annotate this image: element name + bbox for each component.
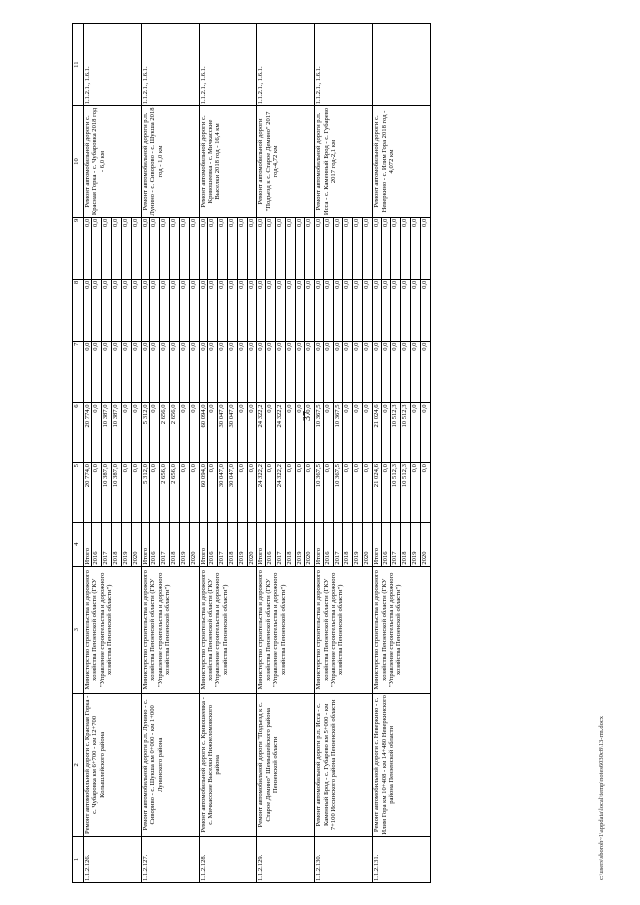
municipal-amount-cell: 0,0 (122, 279, 132, 341)
municipal-amount-cell: 0,0 (102, 279, 112, 341)
municipal-amount-cell: 0,0 (169, 279, 179, 341)
total-amount-cell: 10 387,0 (112, 463, 122, 523)
indicator-ref-cell (373, 24, 431, 106)
activity-name-cell: Ремонт автомобильной дороги с. Кривошеевка - с. Мичкасские Выселки Нижнеломовского района (199, 693, 257, 836)
total-amount-cell: 0,0 (92, 463, 102, 523)
year-cell: 2017 (160, 522, 170, 566)
header-cell: 8 (73, 279, 84, 341)
row-number-cell: 1.1.2.128. (199, 836, 257, 882)
other-amount-cell: 0,0 (315, 217, 323, 279)
year-cell: 2017 (275, 522, 285, 566)
row-number-cell: 1.1.2.129. (257, 836, 315, 882)
federal-amount-cell: 0,0 (208, 341, 218, 403)
municipal-amount-cell: 0,0 (401, 279, 411, 341)
municipal-amount-cell: 0,0 (265, 279, 275, 341)
total-amount-cell: 0,0 (208, 463, 218, 523)
total-amount-cell: 0,0 (421, 463, 431, 523)
result-cell: Ремонт автомобильной дороги р.п. Лунино - с. Сиворово - с. Шукша 2018 год - 1,0 км (141, 106, 199, 217)
regional-amount-cell: 10 367,5 (315, 403, 323, 463)
regional-amount-cell: 20 774,0 (84, 403, 92, 463)
other-amount-cell: 0,0 (179, 217, 189, 279)
federal-amount-cell: 0,0 (295, 341, 305, 403)
year-cell: 2016 (265, 522, 275, 566)
federal-amount-cell: 0,0 (285, 341, 295, 403)
year-cell: 2016 (381, 522, 391, 566)
other-amount-cell: 0,0 (199, 217, 207, 279)
other-amount-cell: 0,0 (373, 217, 381, 279)
municipal-amount-cell: 0,0 (275, 279, 285, 341)
regional-amount-cell: 0,0 (381, 403, 391, 463)
federal-amount-cell: 0,0 (199, 341, 207, 403)
municipal-amount-cell: 0,0 (160, 279, 170, 341)
header-cell: 1 (73, 836, 84, 882)
municipal-amount-cell: 0,0 (391, 279, 401, 341)
result-cell: Ремонт автомобильной дороги р.п. Исса - с. Каменный Брод - с. Губарево 2017 год-2,1 км (315, 106, 373, 217)
header-cell: 9 (73, 217, 84, 279)
table-body (84, 24, 431, 883)
federal-amount-cell: 0,0 (323, 341, 333, 403)
regional-amount-cell: 60 094,0 (199, 403, 207, 463)
federal-amount-cell: 0,0 (401, 341, 411, 403)
rotated-table-container (72, 23, 592, 883)
regional-amount-cell: 0,0 (247, 403, 257, 463)
municipal-amount-cell: 0,0 (208, 279, 218, 341)
other-amount-cell: 0,0 (305, 217, 315, 279)
federal-amount-cell: 0,0 (160, 341, 170, 403)
total-amount-cell: 0,0 (189, 463, 199, 523)
total-amount-cell: 0,0 (381, 463, 391, 523)
federal-amount-cell: 0,0 (353, 341, 363, 403)
regional-amount-cell: 10 387,0 (102, 403, 112, 463)
federal-amount-cell: 0,0 (315, 341, 323, 403)
year-cell: 2016 (323, 522, 333, 566)
municipal-amount-cell: 0,0 (323, 279, 333, 341)
federal-amount-cell: 0,0 (265, 341, 275, 403)
total-amount-cell: 30 047,0 (227, 463, 237, 523)
executor-cell: Министерство строительства и дорожного хозяйства Пензенской области (ГКУ "Управление строительства и дорожного хозяйства Пензенской области") (199, 566, 257, 693)
year-cell: Итого (315, 522, 323, 566)
regional-amount-cell: 0,0 (353, 403, 363, 463)
year-cell: 2020 (247, 522, 257, 566)
other-amount-cell: 0,0 (84, 217, 92, 279)
federal-amount-cell: 0,0 (381, 341, 391, 403)
other-amount-cell: 0,0 (421, 217, 431, 279)
year-cell: 2016 (150, 522, 160, 566)
other-amount-cell: 0,0 (131, 217, 141, 279)
other-amount-cell: 0,0 (227, 217, 237, 279)
total-amount-cell: 0,0 (237, 463, 247, 523)
year-cell: 2018 (285, 522, 295, 566)
municipal-amount-cell: 0,0 (131, 279, 141, 341)
municipal-amount-cell: 0,0 (363, 279, 373, 341)
regional-amount-cell: 5 312,0 (141, 403, 149, 463)
year-cell: 2017 (217, 522, 227, 566)
federal-amount-cell: 0,0 (411, 341, 421, 403)
year-cell: 2019 (179, 522, 189, 566)
regional-amount-cell: 0,0 (421, 403, 431, 463)
year-cell: 2018 (343, 522, 353, 566)
header-row (73, 24, 84, 883)
total-amount-cell: 10 512,3 (391, 463, 401, 523)
year-cell: Итого (199, 522, 207, 566)
regional-amount-cell: 0,0 (189, 403, 199, 463)
other-amount-cell: 0,0 (333, 217, 343, 279)
regional-amount-cell: 0,0 (92, 403, 102, 463)
other-amount-cell: 0,0 (141, 217, 149, 279)
indicator-ref-cell: 1.1.2.1., 1.6.1. (315, 24, 373, 106)
total-amount-cell: 0,0 (265, 463, 275, 523)
total-amount-cell: 0,0 (323, 463, 333, 523)
regional-amount-cell: 2 656,0 (169, 403, 179, 463)
header-cell: 2 (73, 693, 84, 836)
year-cell: 2020 (305, 522, 315, 566)
total-amount-cell: 10 512,3 (401, 463, 411, 523)
federal-amount-cell: 0,0 (131, 341, 141, 403)
federal-amount-cell: 0,0 (227, 341, 237, 403)
total-amount-cell: 24 322,2 (275, 463, 285, 523)
federal-amount-cell: 0,0 (150, 341, 160, 403)
row-number-cell: 1.1.2.131. (373, 836, 431, 882)
year-cell: 2018 (227, 522, 237, 566)
year-cell: 2017 (333, 522, 343, 566)
other-amount-cell: 0,0 (363, 217, 373, 279)
municipal-amount-cell: 0,0 (315, 279, 323, 341)
other-amount-cell: 0,0 (247, 217, 257, 279)
result-cell: Ремонт автомобильной дороги с. Кривошеевка - с. Мичкасские Выселки 2018 год - 16,4 км (199, 106, 257, 217)
federal-amount-cell: 0,0 (169, 341, 179, 403)
federal-amount-cell: 0,0 (363, 341, 373, 403)
other-amount-cell: 0,0 (265, 217, 275, 279)
total-amount-cell: 0,0 (305, 463, 315, 523)
other-amount-cell: 0,0 (257, 217, 265, 279)
year-cell: Итого (141, 522, 149, 566)
total-amount-cell: 10 367,5 (315, 463, 323, 523)
federal-amount-cell: 0,0 (275, 341, 285, 403)
federal-amount-cell: 0,0 (421, 341, 431, 403)
regional-amount-cell: 0,0 (411, 403, 421, 463)
regional-amount-cell: 0,0 (265, 403, 275, 463)
total-amount-cell: 0,0 (179, 463, 189, 523)
total-amount-cell: 0,0 (150, 463, 160, 523)
row-number-cell: 1.1.2.127. (141, 836, 199, 882)
municipal-amount-cell: 0,0 (257, 279, 265, 341)
total-amount-cell: 24 322,2 (257, 463, 265, 523)
municipal-amount-cell: 0,0 (247, 279, 257, 341)
federal-amount-cell: 0,0 (247, 341, 257, 403)
other-amount-cell: 0,0 (150, 217, 160, 279)
federal-amount-cell: 0,0 (112, 341, 122, 403)
other-amount-cell: 0,0 (189, 217, 199, 279)
regional-amount-cell: 0,0 (343, 403, 353, 463)
municipal-amount-cell: 0,0 (421, 279, 431, 341)
regional-amount-cell: 0,0 (150, 403, 160, 463)
regional-amount-cell: 24 322,2 (275, 403, 285, 463)
total-amount-cell: 0,0 (363, 463, 373, 523)
other-amount-cell: 0,0 (112, 217, 122, 279)
year-cell: 2019 (353, 522, 363, 566)
table-row (315, 24, 323, 883)
result-cell: Ремонт автомобильной дороги с. Красная Горка - с. Чубаровка 2018 год - 6,0 км (84, 106, 142, 217)
table-row (257, 24, 265, 883)
regional-amount-cell: 0,0 (237, 403, 247, 463)
year-cell: Итого (257, 522, 265, 566)
executor-cell: Министерство строительства и дорожного хозяйства Пензенской области (ГКУ "Управление строительства и дорожного хозяйства Пензенской области") (373, 566, 431, 693)
header-cell: 6 (73, 403, 84, 463)
year-cell: 2020 (363, 522, 373, 566)
municipal-amount-cell: 0,0 (381, 279, 391, 341)
total-amount-cell: 0,0 (247, 463, 257, 523)
federal-amount-cell: 0,0 (343, 341, 353, 403)
file-path-footer: c:\users\sboroh~1\appdata\local\temp\notes6030c8\13-rm.docx (598, 716, 605, 880)
total-amount-cell: 0,0 (122, 463, 132, 523)
year-cell: Итого (373, 522, 381, 566)
other-amount-cell: 0,0 (401, 217, 411, 279)
regional-amount-cell: 21 024,6 (373, 403, 381, 463)
header-cell: 7 (73, 341, 84, 403)
other-amount-cell: 0,0 (323, 217, 333, 279)
header-cell: 11 (73, 24, 84, 106)
page-number: 37 (302, 411, 313, 421)
federal-amount-cell: 0,0 (217, 341, 227, 403)
executor-cell: Министерство строительства и дорожного хозяйства Пензенской области (ГКУ "Управление строительства и дорожного хозяйства Пензенской области") (141, 566, 199, 693)
regional-amount-cell: 30 047,0 (217, 403, 227, 463)
municipal-amount-cell: 0,0 (285, 279, 295, 341)
activity-name-cell: Ремонт автомобильной дороги с. Красная Горка - с. Чубаровка км 6+700 - км 12+700 Колышлейского района (84, 693, 142, 836)
result-cell: Ремонт автомобильной дороги с. Неверкино - с. Илим Гора 2018 год - 4,072 км (373, 106, 431, 217)
executor-cell: Министерство строительства и дорожного хозяйства Пензенской области (ГКУ "Управление строительства и дорожного хозяйства Пензенской области") (84, 566, 142, 693)
activity-name-cell: Ремонт автомобильной дороги р.п. Лунино - с. Сивориво - с. Шукша км 0+000 - км 1+000 Лунинского района (141, 693, 199, 836)
activity-name-cell: Ремонт автомобильной дороги "Подъезд к с. Старое Демино" Шемышейского района Пензенской области (257, 693, 315, 836)
year-cell: 2018 (112, 522, 122, 566)
federal-amount-cell: 0,0 (84, 341, 92, 403)
row-number-cell: 1.1.2.126. (84, 836, 142, 882)
regional-amount-cell: 0,0 (295, 403, 305, 463)
total-amount-cell: 10 367,5 (333, 463, 343, 523)
year-cell: 2019 (411, 522, 421, 566)
other-amount-cell: 0,0 (411, 217, 421, 279)
total-amount-cell: 0,0 (131, 463, 141, 523)
table-row (141, 24, 149, 883)
year-cell: 2016 (92, 522, 102, 566)
regional-amount-cell: 0,0 (323, 403, 333, 463)
year-cell: 2019 (295, 522, 305, 566)
indicator-ref-cell: 1.1.2.1., 1.6.1. (199, 24, 257, 106)
other-amount-cell: 0,0 (285, 217, 295, 279)
federal-amount-cell: 0,0 (179, 341, 189, 403)
year-cell: 2017 (102, 522, 112, 566)
regional-amount-cell: 0,0 (131, 403, 141, 463)
federal-amount-cell: 0,0 (189, 341, 199, 403)
activity-name-cell: Ремонт автомобильной дороги с. Неверкино - с. Илим Гора км 10+408 - км 14+480 Неверкинского района Пензенской области (373, 693, 431, 836)
executor-cell: Министерство строительства и дорожного хозяйства Пензенской области (ГКУ "Управление строительства и дорожного хозяйства Пензенской области") (257, 566, 315, 693)
total-amount-cell: 5 312,0 (141, 463, 149, 523)
federal-amount-cell: 0,0 (305, 341, 315, 403)
municipal-amount-cell: 0,0 (92, 279, 102, 341)
municipal-amount-cell: 0,0 (237, 279, 247, 341)
other-amount-cell: 0,0 (237, 217, 247, 279)
federal-amount-cell: 0,0 (92, 341, 102, 403)
total-amount-cell: 2 656,0 (160, 463, 170, 523)
indicator-ref-cell: 1.1.2.1., 1.6.1. (84, 24, 142, 106)
other-amount-cell: 0,0 (102, 217, 112, 279)
municipal-amount-cell: 0,0 (353, 279, 363, 341)
table-row (199, 24, 207, 883)
year-cell: 2018 (169, 522, 179, 566)
federal-amount-cell: 0,0 (122, 341, 132, 403)
regional-amount-cell: 0,0 (305, 403, 315, 463)
header-cell: 5 (73, 463, 84, 523)
year-cell: 2017 (391, 522, 401, 566)
municipal-amount-cell: 0,0 (411, 279, 421, 341)
federal-amount-cell: 0,0 (373, 341, 381, 403)
year-cell: Итого (84, 522, 92, 566)
header-cell: 4 (73, 522, 84, 566)
year-cell: 2020 (189, 522, 199, 566)
regional-amount-cell: 10 367,5 (333, 403, 343, 463)
regional-amount-cell: 10 512,3 (401, 403, 411, 463)
total-amount-cell: 10 387,0 (102, 463, 112, 523)
municipal-amount-cell: 0,0 (189, 279, 199, 341)
year-cell: 2020 (421, 522, 431, 566)
regional-amount-cell: 0,0 (179, 403, 189, 463)
other-amount-cell: 0,0 (275, 217, 285, 279)
other-amount-cell: 0,0 (169, 217, 179, 279)
municipal-amount-cell: 0,0 (295, 279, 305, 341)
total-amount-cell: 20 774,0 (84, 463, 92, 523)
row-number-cell: 1.1.2.130. (315, 836, 373, 882)
regional-amount-cell: 0,0 (363, 403, 373, 463)
regional-amount-cell: 30 047,0 (227, 403, 237, 463)
municipal-amount-cell: 0,0 (305, 279, 315, 341)
regional-amount-cell: 0,0 (122, 403, 132, 463)
other-amount-cell: 0,0 (122, 217, 132, 279)
regional-amount-cell: 10 512,3 (391, 403, 401, 463)
regional-amount-cell: 24 322,2 (257, 403, 265, 463)
municipal-amount-cell: 0,0 (217, 279, 227, 341)
total-amount-cell: 30 047,0 (217, 463, 227, 523)
other-amount-cell: 0,0 (217, 217, 227, 279)
table-row (373, 24, 381, 883)
year-cell: 2019 (237, 522, 247, 566)
indicator-ref-cell: 1.1.2.1., 1.6.1. (141, 24, 199, 106)
year-cell: 2020 (131, 522, 141, 566)
executor-cell: Министерство строительства и дорожного хозяйства Пензенской области (ГКУ "Управление строительства и дорожного хозяйства Пензенской области") (315, 566, 373, 693)
municipal-amount-cell: 0,0 (373, 279, 381, 341)
regional-amount-cell: 10 387,0 (112, 403, 122, 463)
total-amount-cell: 0,0 (295, 463, 305, 523)
other-amount-cell: 0,0 (381, 217, 391, 279)
table-row (84, 24, 92, 883)
other-amount-cell: 0,0 (295, 217, 305, 279)
indicator-ref-cell: 1.1.2.1., 1.6.1. (257, 24, 315, 106)
total-amount-cell: 21 024,6 (373, 463, 381, 523)
other-amount-cell: 0,0 (208, 217, 218, 279)
municipal-amount-cell: 0,0 (179, 279, 189, 341)
municipal-amount-cell: 0,0 (199, 279, 207, 341)
federal-amount-cell: 0,0 (237, 341, 247, 403)
regional-amount-cell: 2 656,0 (160, 403, 170, 463)
municipal-amount-cell: 0,0 (343, 279, 353, 341)
total-amount-cell: 0,0 (353, 463, 363, 523)
federal-amount-cell: 0,0 (257, 341, 265, 403)
year-cell: 2019 (122, 522, 132, 566)
total-amount-cell: 2 656,0 (169, 463, 179, 523)
other-amount-cell: 0,0 (92, 217, 102, 279)
result-cell: Ремонт автомобильной дороги "Подъезд к с. Старое Демино" 2017 год-4,72 км (257, 106, 315, 217)
municipal-amount-cell: 0,0 (227, 279, 237, 341)
total-amount-cell: 60 094,0 (199, 463, 207, 523)
other-amount-cell: 0,0 (343, 217, 353, 279)
program-table (72, 23, 431, 883)
federal-amount-cell: 0,0 (102, 341, 112, 403)
municipal-amount-cell: 0,0 (112, 279, 122, 341)
federal-amount-cell: 0,0 (141, 341, 149, 403)
other-amount-cell: 0,0 (160, 217, 170, 279)
municipal-amount-cell: 0,0 (84, 279, 92, 341)
municipal-amount-cell: 0,0 (141, 279, 149, 341)
total-amount-cell: 0,0 (343, 463, 353, 523)
federal-amount-cell: 0,0 (333, 341, 343, 403)
total-amount-cell: 0,0 (411, 463, 421, 523)
regional-amount-cell: 0,0 (285, 403, 295, 463)
federal-amount-cell: 0,0 (391, 341, 401, 403)
total-amount-cell: 0,0 (285, 463, 295, 523)
activity-name-cell: Ремонт автомобильной дороги р.п. Исса - с. Каменный Брод - с. Губарево км 5+000 - км 7+100 Иссинского района Пензенской области (315, 693, 373, 836)
year-cell: 2016 (208, 522, 218, 566)
other-amount-cell: 0,0 (353, 217, 363, 279)
regional-amount-cell: 0,0 (208, 403, 218, 463)
header-cell: 10 (73, 106, 84, 217)
header-cell: 3 (73, 566, 84, 693)
other-amount-cell: 0,0 (391, 217, 401, 279)
municipal-amount-cell: 0,0 (150, 279, 160, 341)
year-cell: 2018 (401, 522, 411, 566)
municipal-amount-cell: 0,0 (333, 279, 343, 341)
